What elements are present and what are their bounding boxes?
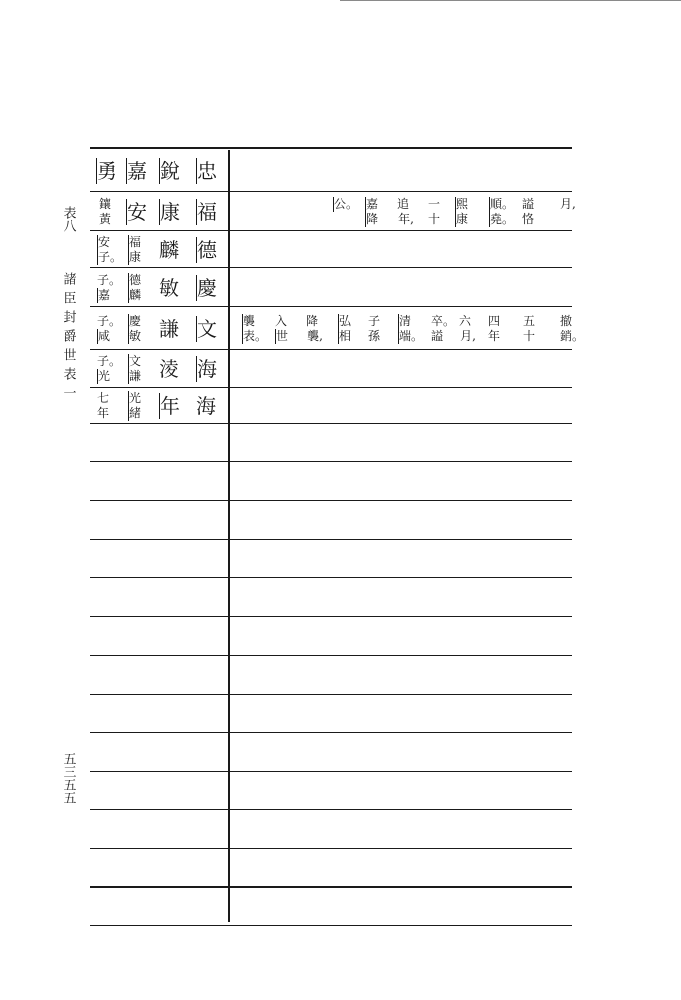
name-part: 銳 — [160, 159, 180, 183]
name-main: 忠 — [197, 159, 217, 183]
entry-char: 世 — [276, 329, 289, 343]
row-rule — [90, 848, 572, 849]
name-part: 康 — [160, 200, 180, 224]
name-note: 嘉 — [98, 288, 111, 302]
name-note: 七 — [97, 391, 110, 405]
name-part: 敏 — [159, 276, 179, 300]
name-note: 光 — [129, 391, 142, 405]
top-edge-line — [340, 0, 681, 1]
entry-char: 十 — [523, 329, 536, 343]
entry-char: 十 — [428, 212, 441, 226]
row-rule — [90, 577, 572, 578]
row-rule — [90, 886, 572, 888]
name-note: 黃 — [99, 212, 112, 226]
name-note: 子。 — [98, 250, 123, 264]
entry-char: 恪 — [522, 212, 535, 226]
name-main: 福 — [197, 200, 217, 224]
name-part: 麟 — [159, 238, 179, 262]
entry-char: 追 — [397, 197, 410, 211]
name-part: 年 — [160, 394, 180, 418]
table-bottom-rule — [90, 925, 572, 926]
entry-char: 卒。 — [431, 314, 456, 328]
entry-char: 相 — [339, 329, 352, 343]
entry-char: 表。 — [243, 329, 268, 343]
entry-char: 銷。 — [560, 329, 585, 343]
page-number-text: 五三五五 — [60, 752, 76, 804]
entry-char: 熙 — [456, 197, 469, 211]
entry-char: 降 — [366, 212, 379, 226]
name-note: 咸 — [98, 329, 111, 343]
name-main: 海 — [197, 357, 217, 381]
row-rule — [90, 267, 572, 268]
name-note: 康 — [129, 250, 142, 264]
entry-char: 五 — [523, 314, 536, 328]
name-part: 安 — [127, 200, 147, 224]
row-rule — [90, 655, 572, 656]
name-note: 子。 — [97, 314, 122, 328]
margin-title-text: 諸臣封爵世表一 — [60, 272, 76, 405]
name-note: 安 — [98, 235, 111, 249]
row-rule — [90, 230, 572, 231]
name-note: 福 — [129, 235, 142, 249]
entry-char: 順。 — [490, 197, 515, 211]
name-note: 子。 — [97, 354, 122, 368]
row-rule — [90, 500, 572, 501]
entry-char: 襲 — [243, 314, 256, 328]
name-note: 鑲 — [99, 197, 112, 211]
row-rule — [90, 306, 572, 307]
row-rule — [90, 191, 572, 192]
entry-char: 弘 — [339, 314, 352, 328]
row-rule — [90, 771, 572, 772]
row-rule — [90, 461, 572, 462]
name-note: 德 — [129, 273, 142, 287]
row-rule — [90, 809, 572, 810]
row-rule — [90, 387, 572, 388]
name-note: 子。 — [97, 273, 122, 287]
entry-char: 子 — [368, 314, 381, 328]
name-main: 文 — [197, 317, 217, 341]
row-rule — [90, 732, 572, 733]
row-rule — [90, 616, 572, 617]
page-number — [58, 752, 78, 804]
entry-char: 一 — [428, 197, 441, 211]
entry-char: 堯。 — [490, 212, 515, 226]
entry-char: 降 — [306, 314, 319, 328]
row-rule — [90, 539, 572, 540]
entry-char: 月, — [560, 197, 576, 211]
name-note: 光 — [98, 369, 111, 383]
name-note: 緒 — [129, 406, 142, 420]
name-part: 勇 — [97, 159, 117, 183]
name-part: 謙 — [159, 317, 179, 341]
entry-char: 六 — [459, 314, 472, 328]
row-rule — [90, 349, 572, 350]
name-main: 海 — [196, 394, 216, 418]
margin-section-label — [58, 206, 78, 232]
row-rule — [90, 694, 572, 695]
name-note: 慶 — [129, 314, 142, 328]
entry-char: 襲, — [307, 329, 323, 343]
name-note: 麟 — [129, 288, 142, 302]
entry-char: 嘉 — [366, 197, 379, 211]
entry-char: 年 — [488, 329, 501, 343]
entry-char: 月, — [460, 329, 476, 343]
table-top-rule — [90, 147, 572, 149]
entry-char: 謚 — [522, 197, 535, 211]
entry-char: 端。 — [399, 329, 424, 343]
entry-char: 入 — [275, 314, 288, 328]
margin-section-text: 表八 — [60, 206, 76, 232]
name-note: 年 — [97, 406, 110, 420]
name-note: 文 — [129, 354, 142, 368]
entry-char: 謚 — [431, 329, 444, 343]
name-main: 德 — [197, 238, 217, 262]
name-main: 慶 — [197, 276, 217, 300]
margin-title — [58, 272, 78, 405]
name-part: 嘉 — [127, 159, 147, 183]
entry-char: 年, — [398, 212, 414, 226]
name-note: 敏 — [129, 329, 142, 343]
entry-char: 康 — [456, 212, 469, 226]
entry-char: 四 — [488, 314, 501, 328]
name-part: 淩 — [159, 357, 179, 381]
entry-char: 清 — [399, 314, 412, 328]
entry-char: 孫 — [368, 329, 381, 343]
name-note: 謙 — [129, 369, 142, 383]
row-rule — [90, 423, 572, 424]
entry-char: 撤 — [560, 314, 573, 328]
table-divider — [228, 150, 230, 922]
entry-char: 公。 — [334, 197, 359, 211]
